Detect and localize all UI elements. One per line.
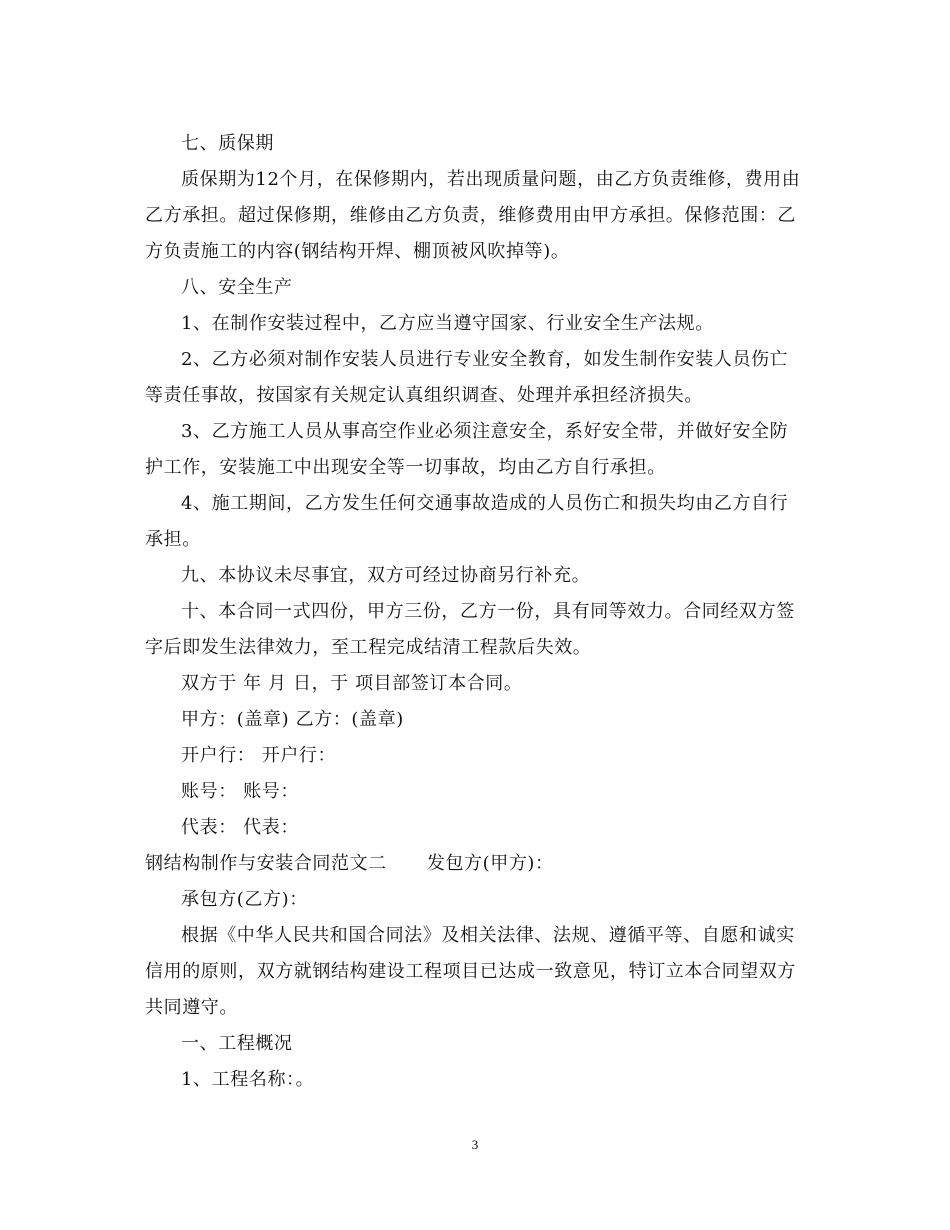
second-contract-title: 钢结构制作与安装合同范文二 bbox=[145, 853, 387, 874]
document-body bbox=[145, 126, 805, 1098]
second-contract-heading bbox=[145, 846, 805, 882]
safety-clause-3: 3、乙方施工人员从事高空作业必须注意安全，系好安全带，并做好安全防护工作，安装施工中出现安全等一切事故，均由乙方自行承担。 bbox=[145, 421, 789, 478]
representative-line: 代表： 代表： bbox=[181, 817, 299, 838]
project-name-line: 1、工程名称：。 bbox=[181, 1069, 315, 1090]
account-line: 账号： 账号： bbox=[181, 781, 299, 802]
safety-clause-4: 4、施工期间，乙方发生任何交通事故造成的人员伤亡和损失均由乙方自行承担。 bbox=[145, 493, 789, 550]
section-nine: 九、本协议未尽事宜，双方可经过协商另行补充。 bbox=[181, 565, 591, 586]
warranty-paragraph: 质保期为12个月，在保修期内，若出现质量问题，由乙方负责维修，费用由乙方承担。超过保修期，维修由乙方负责，维修费用由甲方承担。保修范围：乙方负责施工的内容(钢结构开焊、棚顶被风吹掉等)。 bbox=[145, 169, 801, 262]
bank-line: 开户行： 开户行： bbox=[181, 745, 337, 766]
section-heading-warranty: 七、质保期 bbox=[181, 133, 274, 154]
preamble-paragraph: 根据《中华人民共和国合同法》及相关法律、法规、遵循平等、自愿和诚实信用的原则，双方就钢结构建设工程项目已达成一致意见，特订立本合同望双方共同遵守。 bbox=[145, 925, 796, 1018]
section-heading-safety: 八、安全生产 bbox=[181, 277, 293, 298]
safety-clause-1: 1、在制作安装过程中，乙方应当遵守国家、行业安全生产法规。 bbox=[181, 313, 714, 334]
section-heading-project-overview: 一、工程概况 bbox=[181, 1033, 293, 1054]
safety-clause-2: 2、乙方必须对制作安装人员进行专业安全教育，如发生制作安装人员伤亡等责任事故，按国家有关规定认真组织调查、处理并承担经济损失。 bbox=[145, 349, 789, 406]
signing-date-line: 双方于 年 月 日，于 项目部签订本合同。 bbox=[181, 673, 523, 694]
party-a-label: 发包方(甲方)： bbox=[426, 853, 554, 874]
seal-line: 甲方：(盖章) 乙方：(盖章) bbox=[181, 709, 404, 730]
page-number: 3 bbox=[471, 1137, 479, 1152]
party-b-label: 承包方(乙方)： bbox=[181, 889, 308, 910]
section-ten: 十、本合同一式四份，甲方三份，乙方一份，具有同等效力。合同经双方签字后即发生法律效力，至工程完成结清工程款后失效。 bbox=[145, 601, 795, 658]
